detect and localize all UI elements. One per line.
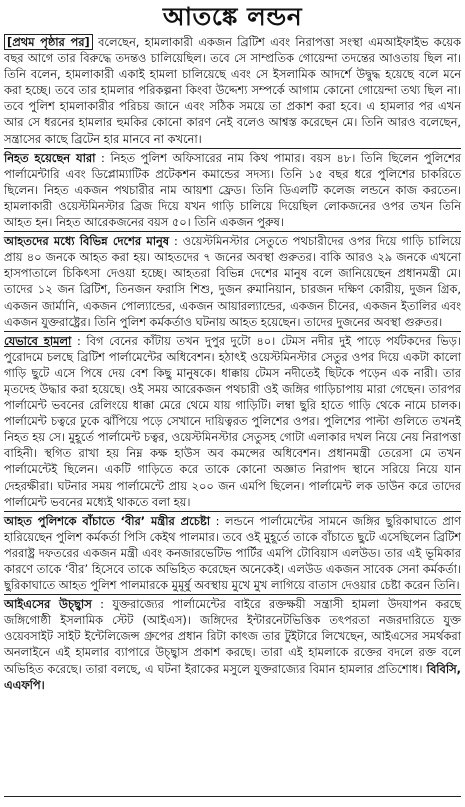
minister-label: আহত পুলিশকে বাঁচাতে ‘বীর’ মন্ত্রীর প্রচেষ্টা	[4, 513, 211, 528]
how-attack-text: : বিগ বেনের কাঁটায় তখন দুপুর দুটো ৪০। টেমস নদীর দুই পাড়ে পর্যটকদের ভিড়। পুরোদমে চলছে ব্রিটিশ পার্লামেন্টের অধিবেশন। হঠাৎই ওয়েস্টমিনস্টার সেতুর ওপর দিয়ে একটা কালো গাড়ি ছুটে এসে পিষে দেয় বেশ কিছু মানুষকে। ধাক্কায় টেমস নদীতেই ছিটকে পড়েন এক নারী। তার মৃতদেহ উদ্ধার করা হয়েছে। ওই সময় আরেকজন পথচারী ওই জঙ্গির গাড়িচাপায় মারা গেছেন। তারপর পার্লামেন্ট ভবনের রেলিংয়ে ধাক্কা মেরে থেমে যায় গাড়িটি। লম্বা ছুরি হাতে গাড়ি থেকে নামে চালক। পার্লামেন্ট চত্বরে ঢুকে ঝাঁপিয়ে পড়ে সেখানে দায়িত্বরত পুলিশের ওপর। পুলিশের পাল্টা গুলিতে তখনই নিহত হয় সে। মুহূর্তে পার্লামেন্ট চত্বর, ওয়েস্টমিনস্টার সেতুসহ গোটা এলাকার দখল নিয়ে নেয় নিরাপত্তা বাহিনী। স্থগিত রাখা হয় নিম্ন কক্ষ হাউস অব কমন্সের অধিবেশন। প্রধানমন্ত্রী তেরেসা মে তখন পার্লামেন্টেই ছিলেন। একটি গাড়িতে করে তাকে কোনো অজ্ঞাত নিরাপদ স্থানে সরিয়ে নিয়ে যান দেহরক্ষীরা। ঘটনার সময় পার্লামেন্টে প্রায় ২০০ জন এমপি ছিলেন। পার্লামেন্ট লক ডাউন করে তাদের পার্লামেন্ট ভবনের মধ্যেই থাকতে বলা হয়।	[4, 333, 461, 509]
intro-paragraph	[4, 34, 461, 147]
section-divider	[4, 594, 461, 595]
headline: আতঙ্কে লন্ডন	[162, 2, 303, 31]
injured-label: আহতদের মধ্যে বিভিন্ন দেশের মানুষ	[4, 234, 170, 249]
is-joy-paragraph	[4, 596, 461, 693]
intro-text: বলেছেন, হামলাকারী একজন ব্রিটিশ এবং নিরাপত্তা সংস্থা এমআইফাইভ কয়েক বছর আগে তার বিরুদ্ধে তদন্তও চালিয়েছিল। তবে সে সাম্প্রতিক গোয়েন্দা তদন্তের আওতায় ছিল না। তিনি বলেন, হামলাকারী একাই হামলা চালিয়েছে এবং সে ইসলামিক আদর্শে উদ্বুদ্ধ হয়েছে বলে মনে করা হচ্ছে। তবে তার হামলার পরিকল্পনা কিংবা উদ্দেশ্য সম্পর্কে আগাম কোনো গোয়েন্দা তথ্য ছিল না। তবে পুলিশ হামলাকারীর পরিচয় জানে এবং সঠিক সময়ে তা প্রকাশ করা হবে। এ হামলার পর এখন আর সে ধরনের হামলার হুমকির কোনো কারণ নেই বলেও আশ্বস্ত করেছেন মে। তিনি আরও বলেছেন, সন্ত্রাসের কাছে ব্রিটেন হার মানবে না কখনো।	[4, 35, 461, 146]
section-divider	[4, 231, 461, 232]
minister-text: : লন্ডনে পার্লামেন্টের সামনে জঙ্গির ছুরিকাঘাতে প্রাণ হারিয়েছেন পুলিশ কর্মকর্তা পিসি কেইথ পালমার। তবে ওই মুহূর্তে তাকে বাঁচাতে ছুটে এসেছিলেন ব্রিটিশ পররাষ্ট্র দফতরের একজন মন্ত্রী এবং কনজারভেটিভ পার্টির এমপি টোবিয়াস এলউড। তার এই ভূমিকার কারণে তাকে ‘বীর’ হিসেবে তাকে অভিহিত করেছেন অনেকেই। এলউড একজন সাবেক সেনা কর্মকর্তা। ছুরিকাঘাতে আহত পুলিশ পালমারকে মুমূর্ষু অবস্থায় মুখে মুখ লাগিয়ে বাতাস দেওয়ার চেষ্টা করেন তিনি।	[4, 513, 461, 593]
how-attack-label: যেভাবে হামলা	[4, 333, 72, 348]
injured-paragraph	[4, 233, 461, 330]
injured-text: : ওয়েস্টমিনস্টার সেতুতে পথচারীদের ওপর দিয়ে গাড়ি চালিয়ে প্রায় ৪০ জনকে আহত করা হয়। আহতদের ৭ জনের অবস্থা গুরুতর। বাকি আরও ২৯ জনকে এখনো হাসপাতালে চিকিৎসা দেওয়া হচ্ছে। আহতরা বিভিন্ন দেশের মানুষ বলে জানিয়েছেন প্রধানমন্ত্রী মে। তাদের ১২ জন ব্রিটিশ, তিনজন ফরাসি শিশু, দুজন রুমানিয়ান, চারজন দক্ষিণ কোরীয়, দুজন গ্রিক, একজন জার্মানি, একজন পোল্যান্ডের, একজন আয়ারল্যান্ডের, একজন চীনের, একজন ইতালির এবং একজন যুক্তরাষ্ট্রের। তিনি পুলিশ কর্মকর্তাও ঘটনায় আহত হয়েছেন। তাদের দুজনের অবস্থা গুরুতর।	[4, 234, 461, 329]
minister-paragraph	[4, 513, 461, 593]
continued-label: [প্রথম পৃষ্ঠার পর]	[4, 34, 93, 50]
how-attack-paragraph	[4, 333, 461, 510]
bottom-rule	[4, 796, 461, 797]
section-divider	[4, 331, 461, 332]
victims-paragraph	[4, 150, 461, 230]
victims-label: নিহত হয়েছেন যারা	[4, 150, 96, 165]
victims-text: : নিহত পুলিশ অফিসারের নাম কিথ পামার। বয়স ৪৮। তিনি ছিলেন পুলিশের পার্লামেন্টারি এবং ডিপ্লোম্যাটিক প্রটেকশন কমান্ডের সদস্য। তিনি ১৫ বছর ধরে পুলিশের চাকরিতে ছিলেন। নিহত একজন পথচারীর নাম আয়শা ফ্রেড। তিনি ডিএলটি কলেজ লন্ডনে কাজ করতেন। হামলাকারী ওয়েস্টমিনস্টার ব্রিজ দিয়ে যখন গাড়ি চালিয়ে দিয়েছিল লোকজনের ওপর তখন তিনি আহত হন। নিহত আরেকজনের বয়স ৫০। তিনি একজন পুরুষ।	[4, 150, 461, 230]
article-body	[4, 34, 461, 693]
is-joy-text: : যুক্তরাজ্যের পার্লামেন্টের বাইরে রক্তক্ষয়ী সন্ত্রাসী হামলা উদযাপন করছে জঙ্গিগোষ্ঠী ইসলামিক স্টেট (আইএস)। জঙ্গিদের ইন্টারনেটভিত্তিক তৎপরতা নজরদারিতে যুক্ত ওয়েবসাইট সাইট ইন্টেলিজেন্স গ্রুপের প্রধান রিটা কাৎজ তার টুইটারে লিখেছেন, আইএসের সমর্থকরা অনলাইনে এই হামলার ব্যাপারে উচ্ছ্বাস প্রকাশ করছে। তারা এই হামলাকে রক্তের বদলে রক্ত বলে অভিহিত করেছে। তারা বলছে, এ ঘটনা ইরাকের মসুলে যুক্তরাজ্যের বিমান হামলার প্রতিশোধ।	[4, 597, 461, 676]
sources-credit: বিবিসি, এএফপি।	[4, 661, 461, 692]
section-divider	[4, 148, 461, 149]
section-divider	[4, 511, 461, 512]
is-joy-label: আইএসের উচ্ছ্বাস	[4, 597, 92, 612]
